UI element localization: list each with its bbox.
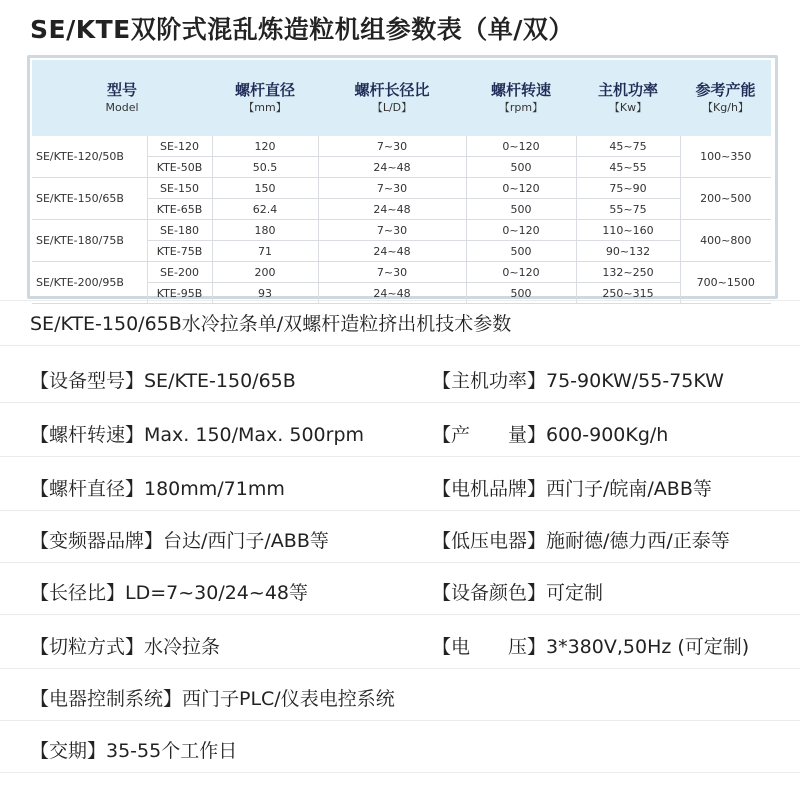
cell-capacity: 200~500 [680,178,771,220]
table-row [32,178,771,199]
spec-cutting-method: 【切粒方式】水冷拉条 [30,636,221,658]
spec-delivery: 【交期】35-55个工作日 [30,740,238,762]
header-main-power: 主机功率 【Kw】 [597,81,658,114]
cell-diameter: 71 [212,241,318,262]
divider [0,772,800,773]
spec-color: 【设备颜色】可定制 [432,582,604,604]
cell-ld: 24~48 [318,199,466,220]
divider [0,614,800,615]
cell-capacity: 700~1500 [680,262,771,304]
cell-diameter: 50.5 [212,157,318,178]
cell-power: 90~132 [576,241,680,262]
divider [0,720,800,721]
cell-power: 45~75 [576,136,680,157]
parameter-table-container [27,55,778,299]
cell-diameter: 62.4 [212,199,318,220]
divider [0,300,800,301]
cell-ld: 24~48 [318,157,466,178]
spec-screw-speed: 【螺杆转速】Max. 150/Max. 500rpm [30,424,365,446]
header-capacity: 参考产能 【Kg/h】 [695,81,756,114]
cell-power: 132~250 [576,262,680,283]
cell-ld: 24~48 [318,241,466,262]
cell-power: 45~55 [576,157,680,178]
cell-rpm: 500 [466,241,576,262]
cell-power: 75~90 [576,178,680,199]
cell-model: SE-120 [147,136,212,157]
cell-power: 55~75 [576,199,680,220]
spec-ld-ratio: 【长径比】LD=7~30/24~48等 [30,582,308,604]
spec-low-voltage: 【低压电器】施耐德/德力西/正泰等 [432,530,730,552]
cell-capacity: 400~800 [680,220,771,262]
cell-capacity: 100~350 [680,136,771,178]
cell-rpm: 500 [466,157,576,178]
cell-model: SE-180 [147,220,212,241]
table-row [32,220,771,241]
spec-control-system: 【电器控制系统】西门子PLC/仪表电控系统 [30,688,395,710]
cell-ld: 7~30 [318,136,466,157]
cell-model: KTE-95B [147,283,212,304]
group-name: SE/KTE-150/65B [32,178,147,220]
cell-rpm: 0~120 [466,178,576,199]
cell-model: SE-200 [147,262,212,283]
cell-model: KTE-65B [147,199,212,220]
cell-ld: 7~30 [318,220,466,241]
spec-output: 【产 量】600-900Kg/h [432,424,669,446]
page-title: SE/KTE双阶式混乱炼造粒机组参数表（单/双） [30,15,574,44]
group-name: SE/KTE-120/50B [32,136,147,178]
cell-diameter: 180 [212,220,318,241]
cell-ld: 7~30 [318,262,466,283]
spec-motor-brand: 【电机品牌】西门子/皖南/ABB等 [432,478,712,500]
divider [0,510,800,511]
table-row [32,136,771,157]
header-screw-speed: 螺杆转速 【rpm】 [490,81,551,114]
spec-inverter-brand: 【变频器品牌】台达/西门子/ABB等 [30,530,329,552]
header-model: 型号 Model [105,81,139,114]
cell-model: SE-150 [147,178,212,199]
divider [0,345,800,346]
spec-power: 【主机功率】75-90KW/55-75KW [432,370,724,392]
cell-rpm: 500 [466,199,576,220]
divider [0,456,800,457]
cell-power: 110~160 [576,220,680,241]
cell-diameter: 200 [212,262,318,283]
spec-model: 【设备型号】SE/KTE-150/65B [30,370,296,392]
divider [0,402,800,403]
group-name: SE/KTE-200/95B [32,262,147,304]
cell-power: 250~315 [576,283,680,304]
group-name: SE/KTE-180/75B [32,220,147,262]
spec-voltage: 【电 压】3*380V,50Hz (可定制) [432,636,750,658]
cell-ld: 7~30 [318,178,466,199]
cell-rpm: 500 [466,283,576,304]
cell-model: KTE-50B [147,157,212,178]
cell-rpm: 0~120 [466,136,576,157]
header-screw-diameter: 螺杆直径 【mm】 [234,81,295,114]
cell-rpm: 0~120 [466,220,576,241]
divider [0,668,800,669]
cell-diameter: 120 [212,136,318,157]
cell-ld: 24~48 [318,283,466,304]
divider [0,562,800,563]
table-row [32,262,771,283]
cell-rpm: 0~120 [466,262,576,283]
cell-model: KTE-75B [147,241,212,262]
cell-diameter: 150 [212,178,318,199]
section-subtitle: SE/KTE-150/65B水冷拉条单/双螺杆造粒挤出机技术参数 [30,313,512,335]
header-ld-ratio: 螺杆长径比 【L/D】 [354,81,430,114]
cell-diameter: 93 [212,283,318,304]
parameter-table [32,60,771,304]
spec-screw-diameter: 【螺杆直径】180mm/71mm [30,478,285,500]
table-header-row [32,60,771,136]
